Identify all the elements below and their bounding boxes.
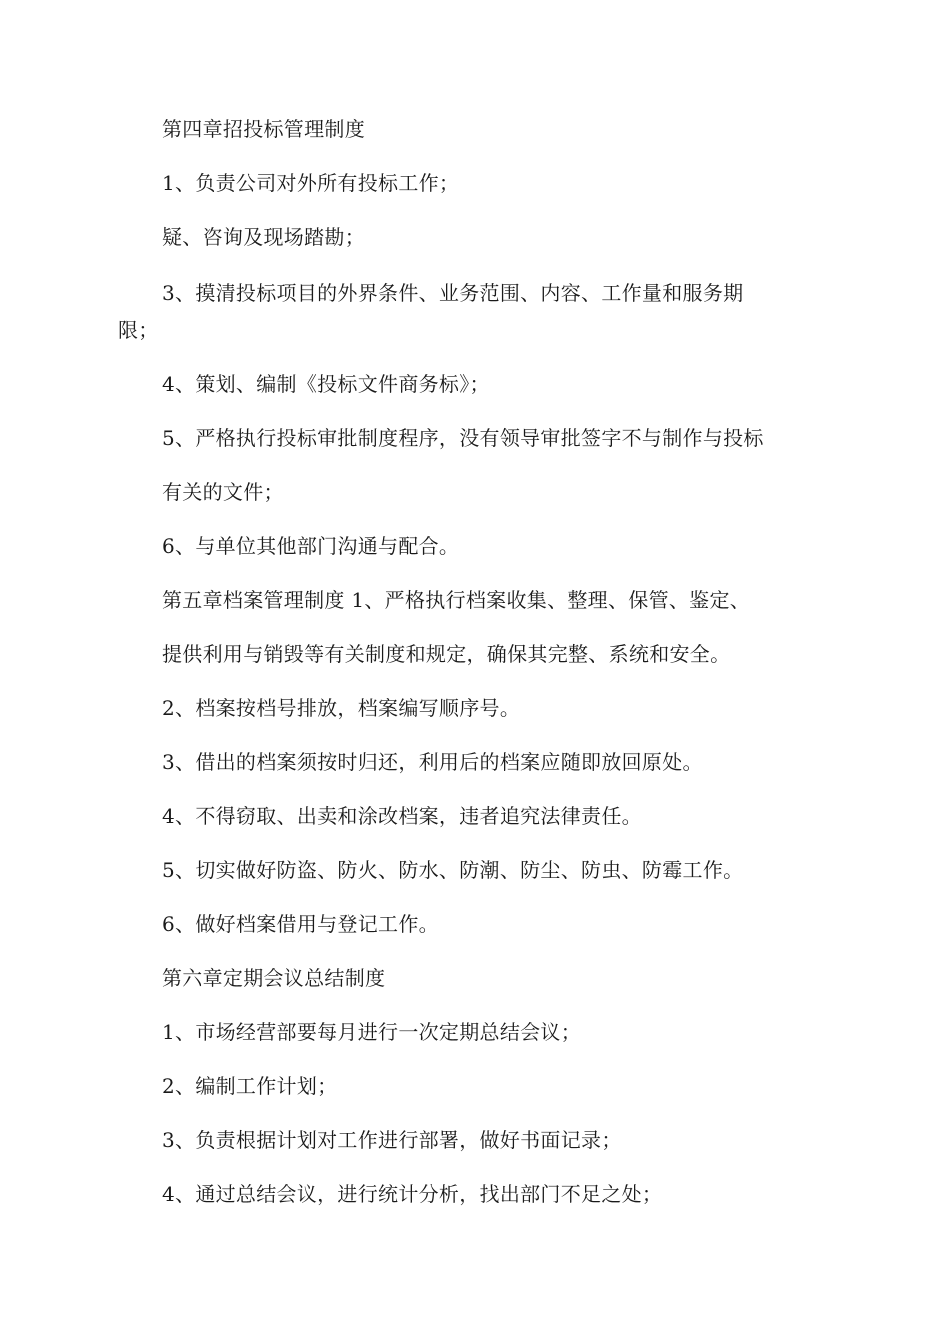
paragraph-line: 3、负责根据计划对工作进行部署，做好书面记录；: [162, 1128, 622, 1152]
paragraph-line-continuation: 提供利用与销毁等有关制度和规定，确保其完整、系统和安全。: [162, 642, 731, 666]
paragraph-line: 6、与单位其他部门沟通与配合。: [162, 534, 460, 558]
paragraph-line: 4、不得窃取、出卖和涂改档案，违者追究法律责任。: [162, 804, 642, 828]
paragraph-line: 3、摸清投标项目的外界条件、业务范围、内容、工作量和服务期: [162, 281, 744, 305]
paragraph-line: 4、策划、编制《投标文件商务标》；: [162, 372, 490, 396]
paragraph-line: 1、市场经营部要每月进行一次定期总结会议；: [162, 1020, 582, 1044]
paragraph-line: 5、切实做好防盗、防火、防水、防潮、防尘、防虫、防霉工作。: [162, 858, 744, 882]
chapter-6-heading: 第六章定期会议总结制度: [162, 966, 386, 990]
paragraph-line-continuation: 限；: [118, 318, 159, 342]
chapter-5-heading: 第五章档案管理制度 1、严格执行档案收集、整理、保管、鉴定、: [162, 588, 751, 612]
paragraph-line: 疑、咨询及现场踏勘；: [162, 225, 365, 249]
paragraph-line: 1、负责公司对外所有投标工作；: [162, 171, 460, 195]
chapter-4-heading: 第四章招投标管理制度: [162, 117, 365, 141]
paragraph-line: 5、严格执行投标审批制度程序，没有领导审批签字不与制作与投标: [162, 426, 764, 450]
paragraph-line: 2、编制工作计划；: [162, 1074, 338, 1098]
paragraph-line: 4、通过总结会议，进行统计分析，找出部门不足之处；: [162, 1182, 663, 1206]
paragraph-line: 2、档案按档号排放，档案编写顺序号。: [162, 696, 521, 720]
paragraph-line-continuation: 有关的文件；: [162, 480, 284, 504]
paragraph-line: 3、借出的档案须按时归还，利用后的档案应随即放回原处。: [162, 750, 703, 774]
paragraph-line: 6、做好档案借用与登记工作。: [162, 912, 439, 936]
